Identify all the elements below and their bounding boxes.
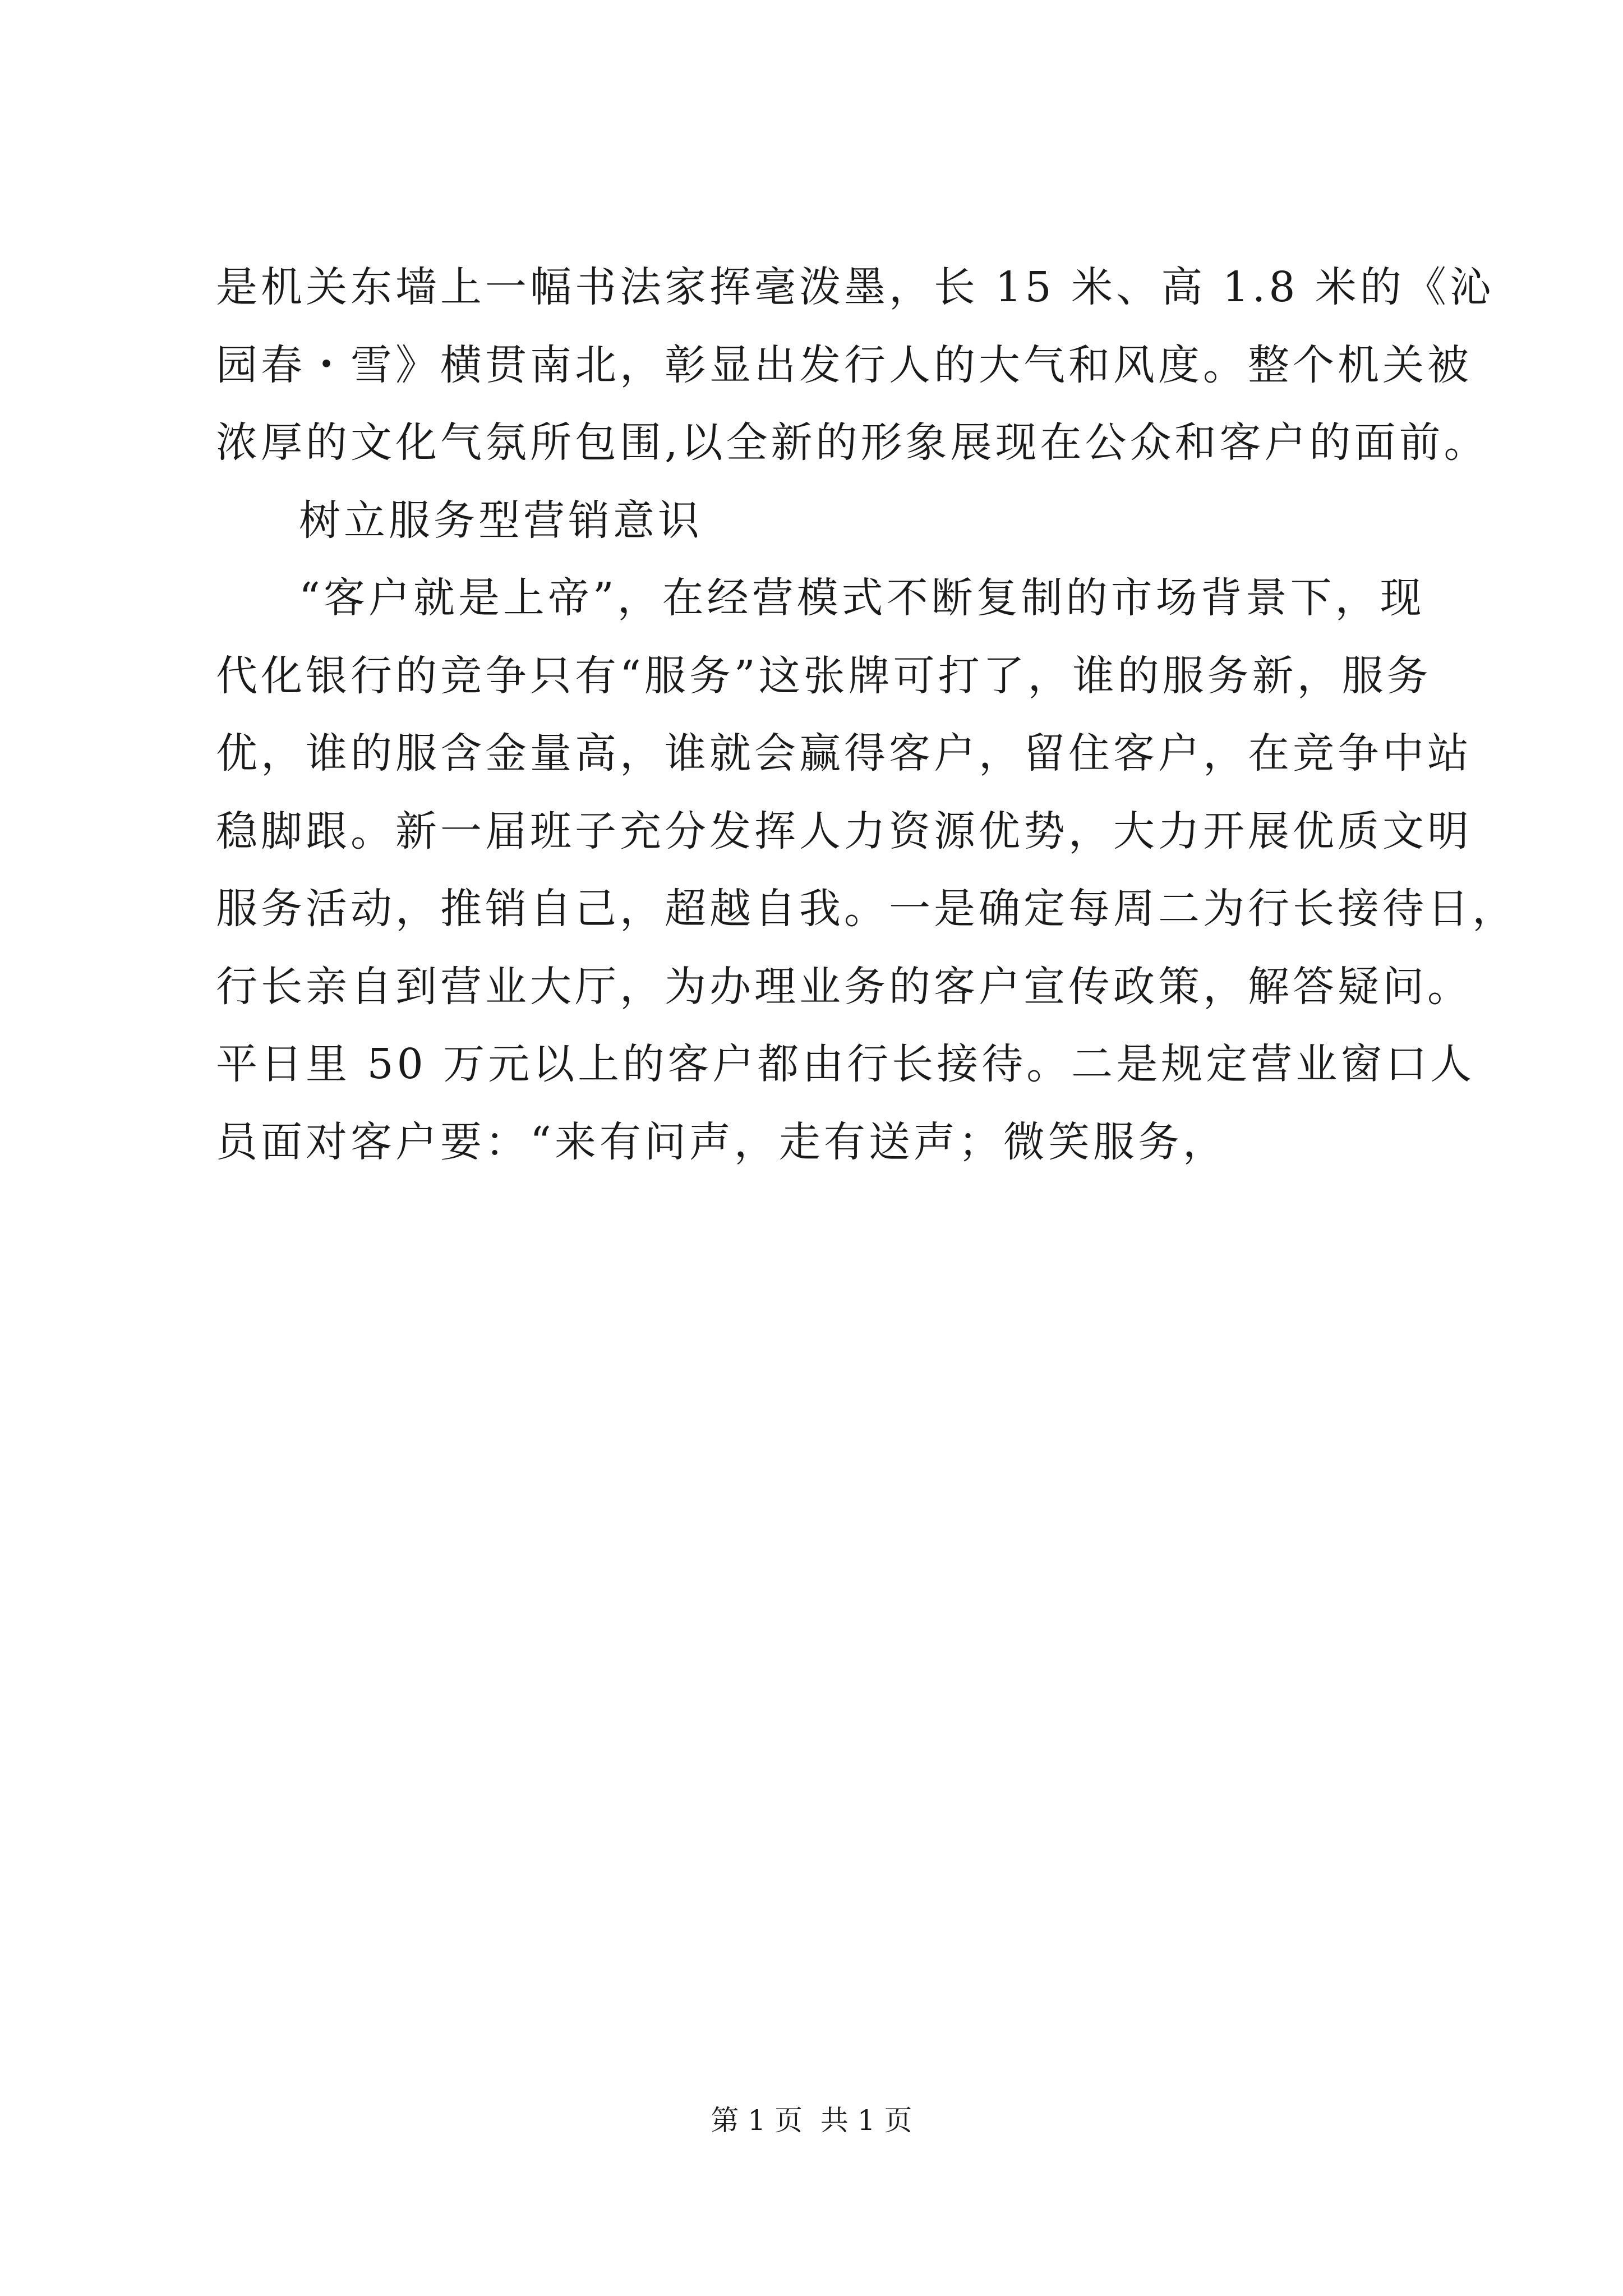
text-line: “客户就是上帝”，在经营模式不断复制的市场背景下，现 [299, 574, 1425, 622]
text-line: 浓厚的文化气氛所包围,以全新的形象展现在公众和客户的面前。 [216, 418, 1489, 467]
text-line: 园春・雪》横贯南北，彰显出发行人的大气和风度。整个机关被 [216, 341, 1472, 389]
page-footer [0, 2101, 1623, 2140]
text-line: 代化银行的竞争只有“服务”这张牌可打了，谁的服务新，服务 [216, 651, 1432, 700]
text-line: 稳脚跟。新一届班子充分发挥人力资源优势，大力开展优质文明 [216, 807, 1472, 855]
text-line: 优，谁的服含金量高，谁就会赢得客户，留住客户，在竞争中站 [216, 729, 1472, 777]
page-number-label: 第 1 页 共 1 页 [711, 2104, 912, 2137]
text-line: 员面对客户要：“来有问声，走有送声；微笑服务， [216, 1117, 1228, 1166]
text-line: 行长亲自到营业大厅，为办理业务的客户宣传政策，解答疑问。 [216, 962, 1472, 1011]
section-heading: 树立服务型营销意识 [299, 496, 703, 545]
document-body [216, 259, 1517, 1191]
text-line: 平日里 50 万元以上的客户都由行长接待。二是规定营业窗口人 [216, 1040, 1476, 1088]
text-line: 是机关东墙上一幅书法家挥毫泼墨，长 15 米、高 1.8 米的《沁 [216, 263, 1495, 311]
text-line: 服务活动，推销自己，超越自我。一是确定每周二为行长接待日， [216, 885, 1517, 933]
